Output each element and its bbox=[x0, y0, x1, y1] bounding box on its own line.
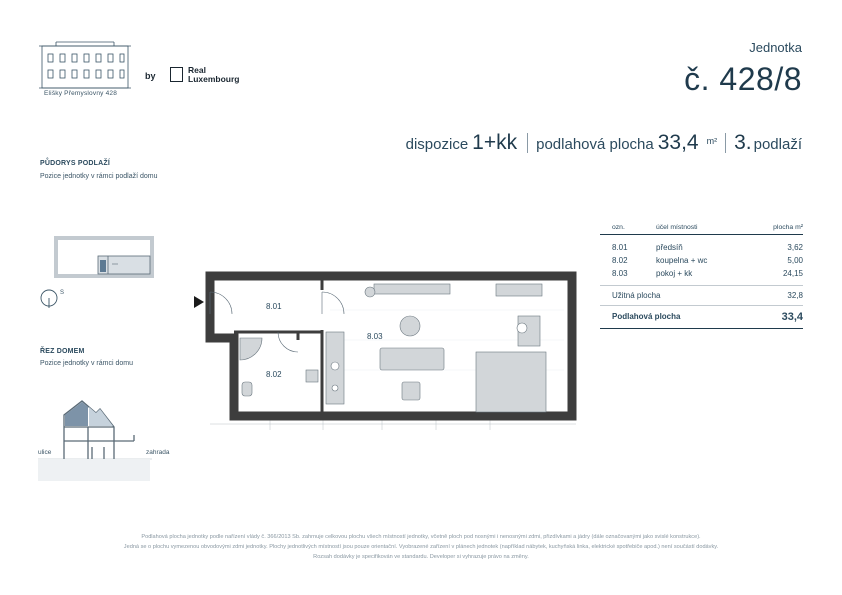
layout-label: dispozice bbox=[405, 136, 469, 153]
usable-area-label: Užitná plocha bbox=[612, 290, 661, 300]
room-label-8-01: 8.01 bbox=[266, 302, 282, 311]
floor-plan-section-subtitle: Pozice jednotky v rámci podlaží domu bbox=[40, 173, 158, 180]
partner-line-1: Real bbox=[188, 65, 206, 75]
compass-icon bbox=[38, 287, 60, 309]
room-label-8-03: 8.03 bbox=[367, 332, 383, 341]
room-area: 24,15 bbox=[782, 269, 803, 278]
street-label: ulice bbox=[38, 449, 52, 456]
floor-label: podlaží bbox=[753, 136, 802, 153]
room-name: koupelna + wc bbox=[656, 256, 708, 265]
by-label: by bbox=[145, 71, 156, 81]
floor-plan-section-title: PŮDORYS PODLAŽÍ bbox=[40, 160, 111, 167]
area-label: podlahová plocha bbox=[536, 136, 654, 153]
rooms-table bbox=[600, 221, 803, 329]
floor-area-value: 33,4 bbox=[781, 310, 803, 323]
table-row bbox=[600, 267, 803, 280]
usable-area-row bbox=[600, 285, 803, 305]
room-code: 8.03 bbox=[612, 269, 628, 278]
floor-area-row bbox=[600, 306, 803, 328]
garden-label: zahrada bbox=[146, 449, 170, 456]
section-view-subtitle: Pozice jednotky v rámci domu bbox=[40, 360, 133, 367]
entrance-arrow-icon bbox=[194, 296, 204, 308]
area-unit: m² bbox=[706, 136, 718, 146]
floor-area-label: Podlahová plocha bbox=[612, 312, 681, 322]
table-rule bbox=[600, 328, 803, 329]
room-label-8-02: 8.02 bbox=[266, 370, 282, 379]
table-row bbox=[600, 241, 803, 254]
room-code: 8.01 bbox=[612, 243, 628, 252]
unit-number: č. 428/8 bbox=[684, 61, 802, 97]
room-name: pokoj + kk bbox=[656, 269, 693, 278]
footnote-line-2: Jedná se o plochu vymezenou obvodovými zdmi jednotky. Plochy jednotlivých místností jsou pouze orientační. Vyobrazené zařízení v plánech jednotek (například nábytek, kuchyňská linka, elektrické spotřebiče apod.) není součástí dodávky. bbox=[123, 544, 719, 550]
section-view-title: ŘEZ DOMEM bbox=[40, 348, 85, 355]
room-name: předsíň bbox=[656, 243, 683, 252]
area-value: 33,4 bbox=[657, 131, 699, 154]
room-area: 5,00 bbox=[787, 256, 803, 265]
building-section-diagram bbox=[38, 395, 152, 483]
room-area: 3,62 bbox=[787, 243, 803, 252]
footnote-line-1: Podlahová plocha jednotky podle nařízení vlády č. 366/2013 Sb. zahrnuje celkovou plochu všech místností jednotky, včetně ploch pod nosnými i nenosnými zdmi, přizdívkami a jádry (dále označovanými jako svislé konstrukce). bbox=[141, 534, 701, 540]
brand-name: Elišky Přemyslovny 428 bbox=[44, 90, 118, 97]
footnote-line-3: Rozsah dodávky je specifikován ve standardu. Developer si vyhrazuje právo na změny. bbox=[313, 554, 529, 560]
floor-value: 3. bbox=[734, 131, 752, 154]
layout-value: 1+kk bbox=[472, 131, 518, 154]
header-name: účel místnosti bbox=[656, 223, 698, 231]
compass-label: S bbox=[60, 290, 65, 296]
divider bbox=[725, 133, 726, 153]
partner-line-2: Luxembourg bbox=[188, 74, 240, 84]
unit-floor-plan bbox=[190, 270, 580, 435]
table-row bbox=[600, 254, 803, 267]
partner-logo-text bbox=[188, 66, 239, 84]
table-header-row bbox=[600, 221, 803, 234]
header-code: ozn. bbox=[612, 223, 625, 231]
unit-marker bbox=[100, 260, 106, 272]
usable-area-value: 32,8 bbox=[787, 290, 803, 300]
real-luxembourg-logo-icon bbox=[170, 67, 183, 82]
divider bbox=[527, 133, 528, 153]
building-logo-icon bbox=[36, 40, 136, 92]
unit-specs bbox=[406, 131, 802, 155]
room-code: 8.02 bbox=[612, 256, 628, 265]
header-area: plocha m² bbox=[773, 223, 803, 231]
floor-position-map bbox=[52, 234, 156, 280]
unit-label: Jednotka bbox=[749, 40, 802, 55]
